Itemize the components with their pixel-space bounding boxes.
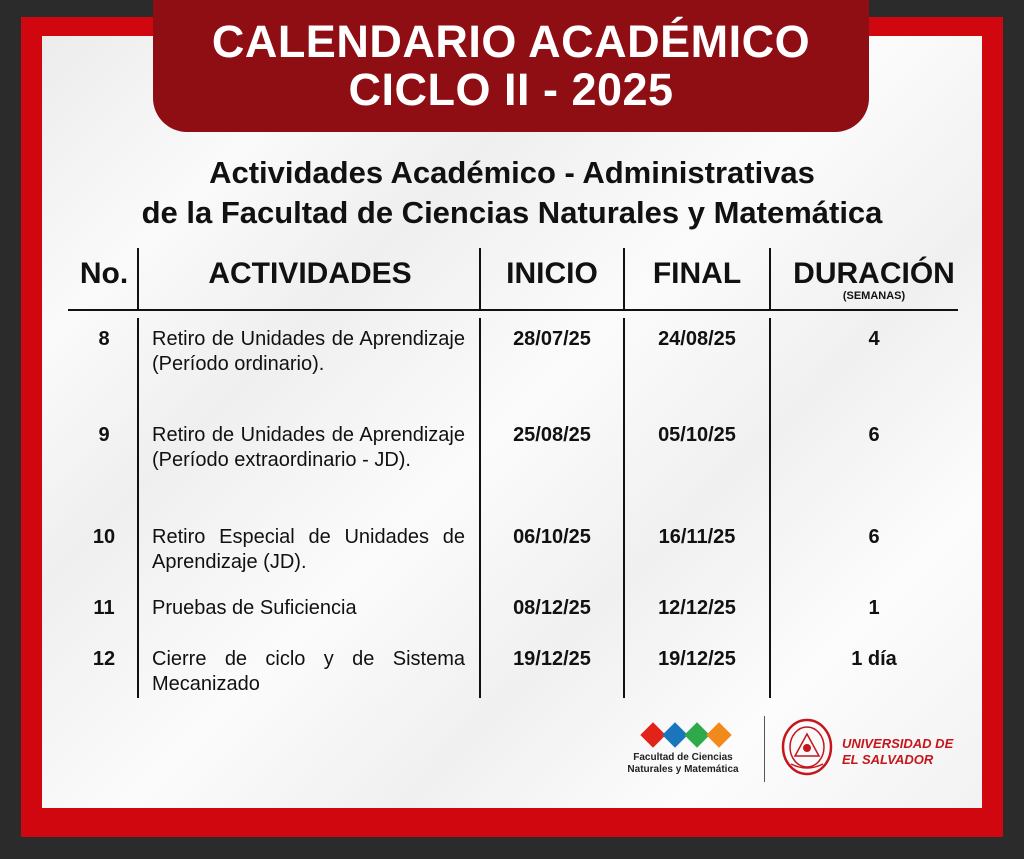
university-name-line-1: UNIVERSIDAD DE bbox=[842, 736, 954, 751]
row-activity: Pruebas de Suficiencia bbox=[152, 597, 357, 619]
row-duracion: 6 bbox=[868, 526, 880, 548]
header-final: FINAL bbox=[652, 257, 742, 290]
row-inicio: 06/10/25 bbox=[513, 526, 591, 548]
faculty-logo bbox=[640, 722, 730, 750]
university-name-line-2: EL SALVADOR bbox=[842, 752, 934, 767]
col-divider bbox=[479, 248, 481, 310]
col-divider bbox=[479, 318, 481, 698]
university-name bbox=[842, 736, 953, 768]
row-inicio: 25/08/25 bbox=[513, 424, 591, 446]
col-divider bbox=[137, 248, 139, 310]
faculty-name-line-2: Naturales y Matemática bbox=[627, 764, 739, 775]
col-divider bbox=[769, 318, 771, 698]
header-actividades: ACTIVIDADES bbox=[208, 257, 412, 290]
row-duracion: 4 bbox=[868, 328, 880, 350]
header-inicio: INICIO bbox=[506, 257, 598, 290]
row-final: 24/08/25 bbox=[658, 328, 736, 350]
title-line-1: CALENDARIO ACADÉMICO bbox=[211, 16, 811, 67]
university-seal-icon bbox=[781, 718, 833, 776]
row-final: 19/12/25 bbox=[658, 648, 736, 670]
row-activity: Cierre de ciclo y de Sistema Mecanizado bbox=[152, 648, 465, 695]
row-duracion: 6 bbox=[868, 424, 880, 446]
row-activity: Retiro Especial de Unidades de Aprendizaje (JD). bbox=[152, 526, 465, 573]
subtitle-line-2: de la Facultad de Ciencias Naturales y Matemática bbox=[141, 195, 883, 230]
row-activity: Retiro de Unidades de Aprendizaje (Período extraordinario - JD). bbox=[152, 424, 465, 471]
header-duracion: DURACIÓN bbox=[793, 257, 955, 290]
row-no: 9 bbox=[98, 424, 110, 446]
title-line-2: CICLO II - 2025 bbox=[348, 64, 674, 115]
col-divider bbox=[623, 318, 625, 698]
row-no: 8 bbox=[98, 328, 110, 350]
row-inicio: 08/12/25 bbox=[513, 597, 591, 619]
header-divider bbox=[68, 309, 958, 311]
logo-separator bbox=[764, 716, 765, 782]
row-duracion: 1 día bbox=[851, 648, 897, 670]
row-final: 05/10/25 bbox=[658, 424, 736, 446]
header-duracion-unit: (SEMANAS) bbox=[842, 290, 906, 302]
row-duracion: 1 bbox=[868, 597, 880, 619]
col-divider bbox=[623, 248, 625, 310]
row-no: 12 bbox=[92, 648, 116, 670]
row-activity: Retiro de Unidades de Aprendizaje (Período ordinario). bbox=[152, 328, 465, 375]
row-inicio: 19/12/25 bbox=[513, 648, 591, 670]
row-inicio: 28/07/25 bbox=[513, 328, 591, 350]
subtitle-line-1: Actividades Académico - Administrativas bbox=[209, 155, 815, 190]
col-divider bbox=[769, 248, 771, 310]
row-no: 11 bbox=[93, 597, 115, 619]
faculty-name bbox=[608, 752, 758, 776]
col-divider bbox=[137, 318, 139, 698]
sigma-icon bbox=[706, 722, 731, 747]
header-no: No. bbox=[79, 257, 129, 290]
row-final: 12/12/25 bbox=[658, 597, 736, 619]
title-banner bbox=[153, 0, 869, 132]
faculty-name-line-1: Facultad de Ciencias bbox=[633, 752, 733, 763]
row-final: 16/11/25 bbox=[658, 526, 736, 548]
row-no: 10 bbox=[92, 526, 116, 548]
